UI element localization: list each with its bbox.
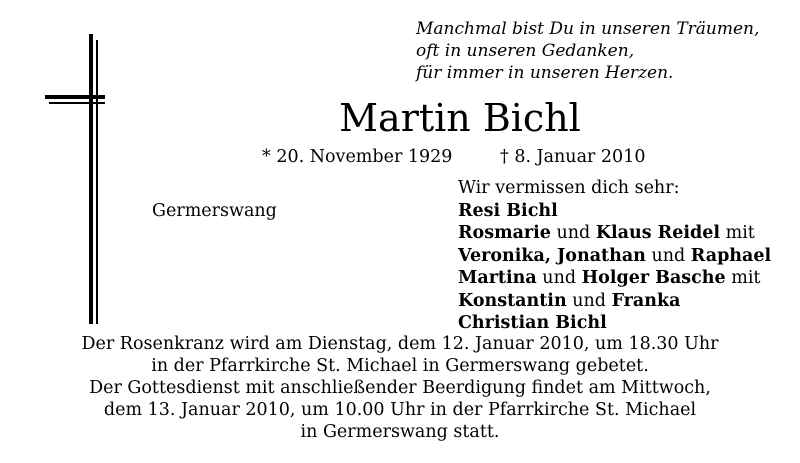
- connector: mit: [720, 223, 755, 243]
- mourner-name: Veronika, Jonathan: [458, 245, 646, 266]
- mourner-line: [458, 222, 771, 245]
- death-date: † 8. Januar 2010: [500, 147, 646, 167]
- service-info: [20, 333, 780, 443]
- poem-line: für immer in unseren Herzen.: [416, 63, 674, 83]
- poem-line: Manchmal bist Du in unseren Träumen,: [416, 19, 760, 39]
- mourner-name: Christian Bichl: [458, 313, 607, 333]
- mourner-line: [458, 245, 771, 268]
- poem-line: oft in unseren Gedanken,: [416, 41, 635, 61]
- mourner-name: Holger Basche: [581, 268, 726, 288]
- mourners-list: [458, 177, 771, 335]
- mourner-line: [458, 290, 771, 313]
- mourner-line: [458, 312, 771, 335]
- cross-icon: [45, 34, 105, 324]
- mourner-name: Martina: [458, 268, 537, 288]
- service-line: Der Rosenkranz wird am Dienstag, dem 12. Januar 2010, um 18.30 Uhr: [81, 334, 719, 354]
- service-line: in der Pfarrkirche St. Michael in Germerswang gebetet.: [151, 356, 649, 376]
- mourners-intro: Wir vermissen dich sehr:: [458, 178, 680, 198]
- place-name: Germerswang: [152, 201, 277, 221]
- connector: und: [566, 290, 612, 311]
- mourner-name: Klaus Reidel: [595, 223, 721, 243]
- connector: mit: [725, 268, 761, 288]
- connector: und: [645, 245, 691, 266]
- mourner-line: [458, 200, 771, 223]
- mourner-name: Franka: [611, 290, 681, 311]
- birth-date: * 20. November 1929: [262, 147, 453, 167]
- poem: [416, 18, 796, 84]
- mourner-name: Rosmarie: [458, 223, 551, 243]
- deceased-name: Martin Bichl: [339, 96, 581, 140]
- mourner-name: Raphael: [690, 245, 772, 266]
- mourner-line: [458, 267, 771, 290]
- service-line: Der Gottesdienst mit anschließender Beerdigung findet am Mittwoch,: [89, 378, 711, 398]
- service-line: in Germerswang statt.: [300, 422, 500, 442]
- mourner-name: Konstantin: [458, 290, 567, 311]
- connector: und: [536, 268, 582, 288]
- connector: und: [550, 223, 596, 243]
- service-line: dem 13. Januar 2010, um 10.00 Uhr in der Pfarrkirche St. Michael: [103, 400, 697, 420]
- mourner-name: Resi Bichl: [458, 200, 558, 221]
